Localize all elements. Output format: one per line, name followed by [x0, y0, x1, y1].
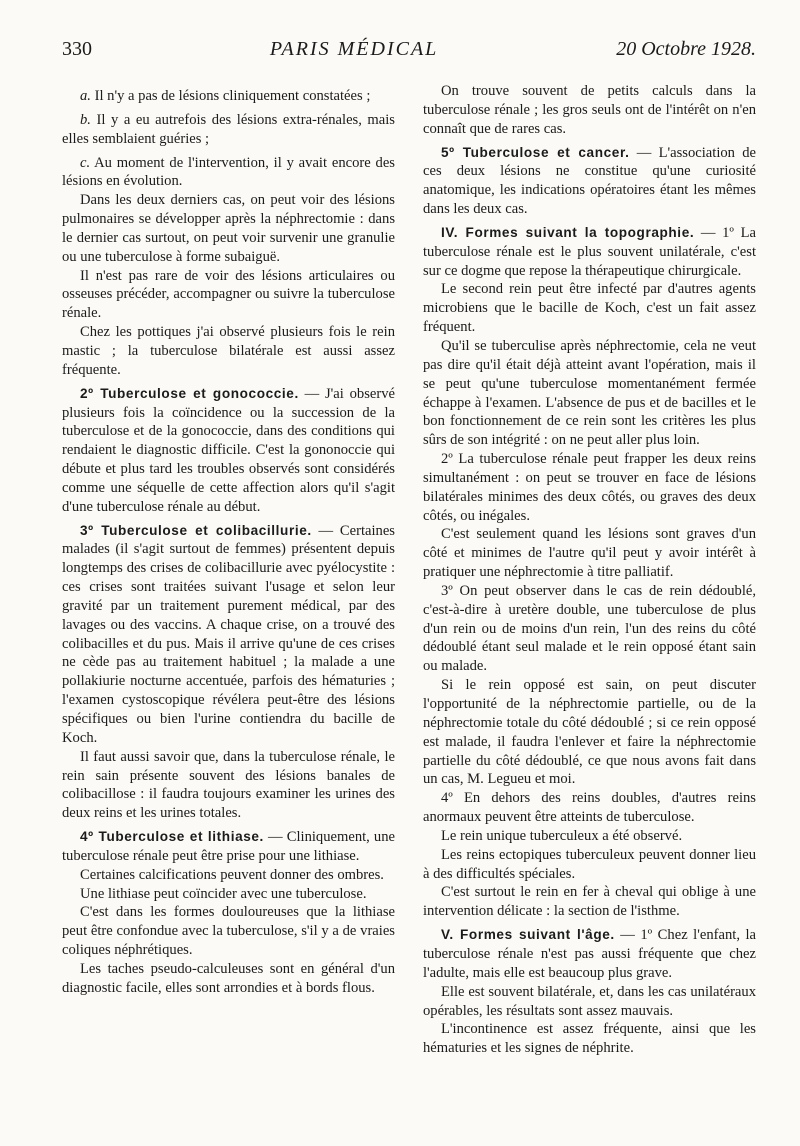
paragraph-text: — Certaines malades (il s'agit surtout de femmes) présentent depuis longtemps des crises de colibacillurie avec pyélocystite : ces crises sont traitées suivant l'usage et selon leur gravité par un traitement purement médical, par des lavages ou des vaccins. A chaque crise, on a trouvé des colibacilles et du pus. Mais il arrive qu'une de ces crises ne cède pas au traitement habituel ; la malade a une pollakiurie nocturne accentuée, parfois des hématuries ; l'examen cystoscopique révélera peut-être des lésions spécifiques ou bien l'urine contiendra du bacille de Koch.	[62, 522, 395, 746]
paragraph-text: Dans les deux derniers cas, on peut voir des lésions pulmonaires se développer après la néphrectomie : dans le dernier cas surtout, on peut voir survenir une granulie ou une tuberculose à forme subaiguë.	[62, 192, 395, 265]
paragraph-text: On trouve souvent de petits calculs dans la tuberculose rénale ; les gros seuls ont de l'intérêt on n'en connaît que de rares cas.	[423, 83, 756, 137]
paragraph-text: — J'ai observé plusieurs fois la coïncidence ou la succession de la tuberculose et de la gonococcie, dans des conditions qui rendaient le diagnostic difficile. C'est la gononoccie qui débute et plus tard les troubles observés sont considérés comme une séquelle de cette affection alors qu'il s'agit d'une tuberculose rénale au début.	[62, 385, 395, 515]
paragraph-text: Une lithiase peut coïncider avec une tuberculose.	[80, 885, 367, 902]
list-marker: a.	[80, 88, 91, 104]
paragraph-text: Il n'est pas rare de voir des lésions articulaires ou osseuses précéder, accompagner ou suivre la tuberculose rénale.	[62, 267, 395, 322]
paragraph-text: Chez les pottiques j'ai observé plusieurs fois le rein mastic ; la tuberculose bilatérale est aussi assez fréquente.	[62, 324, 395, 378]
paragraph-text: Qu'il se tuberculise après néphrectomie, cela ne veut pas dire qu'il était déjà atteint avant l'opération, mais il se peut qu'une tuberculose momentanément fermée échappe à l'examen. L'absence de pus et de bacilles et le bon fonctionnement de ce rein sont les critères les plus sûrs de son intégrité : on ne peut aller plus loin.	[423, 337, 756, 449]
paragraph-text: 3º On peut observer dans le cas de rein dédoublé, c'est-à-dire à uretère double, une tuberculose de plus d'un rein ou de moins d'un rein, l'un des reins du côté dédoublé étant seul malade et le rein opposé étant sain ou malade.	[423, 582, 756, 675]
section-heading: IV. Formes suivant la topographie.	[441, 224, 695, 240]
paragraph-text: L'incontinence est assez fréquente, ainsi que les hématuries et les signes de néphrite.	[423, 1021, 756, 1057]
paragraph	[423, 280, 756, 337]
paragraph-text: 4º En dehors des reins doubles, d'autres reins anormaux peuvent être atteints de tuberculose.	[423, 790, 756, 826]
paragraph	[423, 582, 756, 676]
paragraph	[62, 323, 395, 380]
paragraph-text: Certaines calcifications peuvent donner des ombres.	[80, 866, 384, 883]
paragraph	[423, 676, 756, 789]
paragraph-text: Au moment de l'intervention, il y avait encore des lésions en évolution.	[62, 154, 395, 190]
paragraph	[423, 450, 756, 525]
page-number: 330	[62, 38, 92, 60]
paragraph-text: — 1º Chez l'enfant, la tuberculose rénale n'est pas aussi fréquente que chez l'adulte, mais elle est beaucoup plus grave.	[423, 927, 756, 981]
section-heading: 2º Tuberculose et gonococcie.	[80, 385, 299, 401]
journal-title: PARIS MÉDICAL	[269, 38, 439, 60]
paragraph	[423, 827, 756, 846]
issue-date: 20 Octobre 1928.	[616, 38, 756, 60]
paragraph	[62, 267, 395, 324]
paragraph	[62, 885, 395, 904]
paragraph-text: Les reins ectopiques tuberculeux peuvent donner lieu à des difficultés spéciales.	[423, 846, 756, 882]
paragraph-text: C'est surtout le rein en fer à cheval qui oblige à une intervention délicate : la section de l'isthme.	[423, 884, 756, 920]
paragraph	[423, 983, 756, 1021]
paragraph-text: Le rein unique tuberculeux a été observé.	[441, 827, 683, 844]
text-columns	[62, 82, 756, 1058]
paragraph	[423, 1020, 756, 1058]
paragraph	[62, 522, 395, 748]
paragraph	[62, 748, 395, 823]
section-heading: 4º Tuberculose et lithiase.	[80, 829, 264, 845]
section-heading: 3º Tuberculose et colibacillurie.	[80, 522, 312, 538]
paragraph	[423, 926, 756, 983]
left-column	[62, 82, 395, 1058]
paragraph	[62, 866, 395, 885]
paragraph-text: 2º La tuberculose rénale peut frapper les deux reins simultanément : on peut se trouver en face de lésions bilatérales minimes des deux côtés, ou graves des deux côtés, ou inégales.	[423, 451, 756, 524]
paragraph	[423, 525, 756, 582]
paragraph	[423, 144, 756, 219]
paragraph-text: Il y a eu autrefois des lésions extra-rénales, mais elles semblaient guéries ;	[62, 111, 395, 147]
paragraph-text: Si le rein opposé est sain, on peut discuter l'opportunité de la néphrectomie partielle, ou de la néphrectomie totale du côté dédoublé ; si ce rein opposé est malade, il faudra l'enlever et faire la néphrectomie partielle du côté dédoublé, ce que nous avons fait dans un cas, M. Legueu et moi.	[423, 677, 756, 788]
paragraph-text: — Cliniquement, une tuberculose rénale peut être prise pour une lithiase.	[62, 829, 395, 864]
paragraph	[62, 154, 395, 192]
paragraph-text: Elle est souvent bilatérale, et, dans les cas unilatéraux opérables, les résultats sont assez mauvais.	[423, 983, 756, 1019]
paragraph	[423, 883, 756, 921]
paragraph-text: Il faut aussi savoir que, dans la tuberculose rénale, le rein sain présente souvent des lésions banales de colibacillose : il faudra toujours examiner les urines des deux reins et les urines totales.	[62, 748, 395, 822]
paragraph	[423, 82, 756, 139]
paragraph	[62, 111, 395, 149]
paragraph	[423, 846, 756, 884]
paragraph	[62, 191, 395, 266]
paragraph	[62, 960, 395, 998]
paragraph-text: Il n'y a pas de lésions cliniquement constatées ;	[90, 88, 371, 104]
paragraph	[62, 903, 395, 960]
paragraph	[423, 789, 756, 827]
paragraph-text: — L'association de ces deux lésions ne constitue qu'une curiosité anatomique, les indications opératoires étant les mêmes dans les deux cas.	[423, 144, 757, 218]
paragraph	[423, 337, 756, 450]
paragraph-text: Les taches pseudo-calculeuses sont en général d'un diagnostic facile, elles sont arrondies et à bords flous.	[62, 960, 395, 996]
section-heading: 5º Tuberculose et cancer.	[441, 144, 630, 160]
list-marker: b.	[80, 111, 91, 128]
paragraph	[62, 385, 395, 517]
paragraph-text: Le second rein peut être infecté par d'autres agents microbiens que le bacille de Koch, c'est un fait assez fréquent.	[423, 281, 756, 336]
section-heading: V. Formes suivant l'âge.	[441, 927, 615, 943]
paragraph	[423, 224, 756, 281]
paragraph-text: — 1º La tuberculose rénale est le plus souvent unilatérale, c'est sur ce dogme que repose la thérapeutique chirurgicale.	[423, 224, 756, 279]
paragraph-text: C'est dans les formes douloureuses que la lithiase peut être confondue avec la tuberculose, s'il y a de vraies coliques néphrétiques.	[62, 904, 395, 959]
list-marker: c.	[80, 154, 91, 171]
paragraph	[62, 828, 395, 866]
running-header	[62, 38, 756, 68]
right-column	[423, 82, 756, 1058]
paragraph-text: C'est seulement quand les lésions sont graves d'un côté et minimes de l'autre qu'il peut y avoir intérêt à pratiquer une néphrectomie à titre palliatif.	[423, 526, 756, 581]
paragraph	[62, 87, 395, 106]
